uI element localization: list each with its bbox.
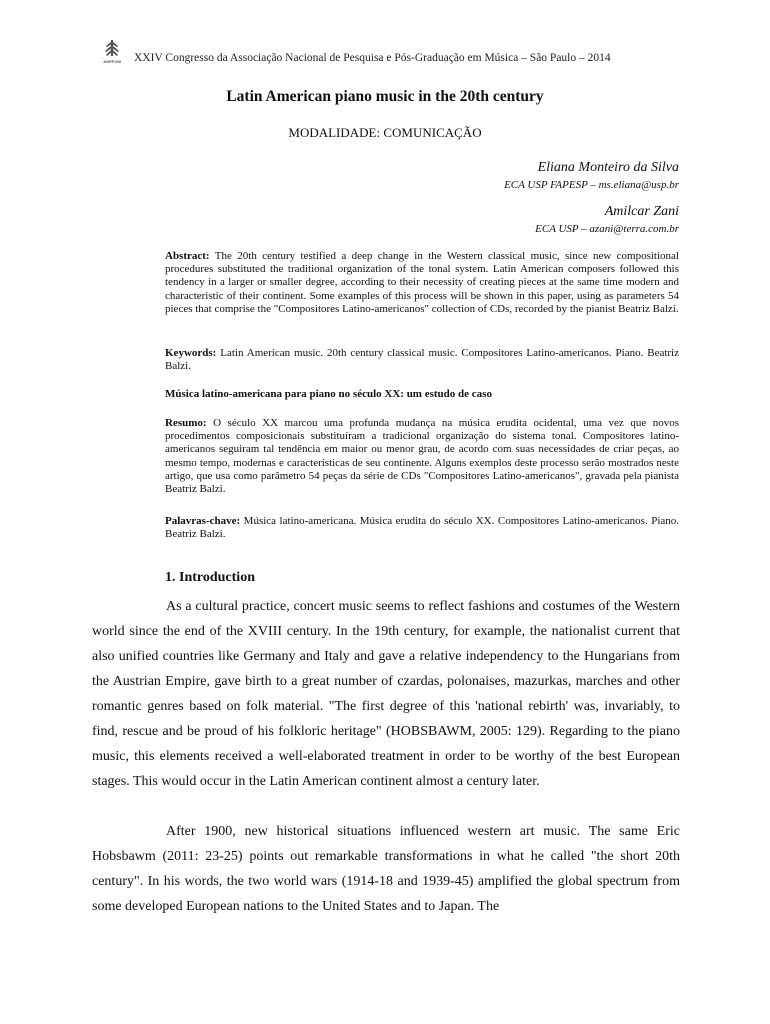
resumo-text: O século XX marcou uma profunda mudança na música erudita ocidental, uma vez que novos procedimentos composicionais substituíram a tradicional organização do sistema tonal. Compositores latino-americanos seguiram tal tendência em maior ou menor grau, de acordo com suas necessidades de criar peças, ao mesmo tempo, modernas e características de seu continente. Alguns exemplos deste processo serão mostrados neste artigo, que usa como parâmetro 54 peças da série de CDs "Compositores Latino-americanos", gravada pela pianista Beatriz Balzi. <box>165 417 680 496</box>
author-affiliation: ECA USP FAPESP – ms.eliana@usp.br <box>504 179 679 191</box>
keywords-text: Latin American music. 20th century classical music. Compositores Latino-americanos. Piano. Beatriz Balzi. <box>165 347 679 373</box>
paper-title: Latin American piano music in the 20th century <box>226 88 544 105</box>
resumo-label: Resumo: <box>165 417 207 429</box>
resumo <box>165 417 679 496</box>
keywords-label: Keywords: <box>165 347 217 359</box>
paper-modality: MODALIDADE: COMUNICAÇÃO <box>288 125 482 140</box>
palavras-chave <box>165 515 679 541</box>
author-affiliation: ECA USP – azani@terra.com.br <box>535 223 679 235</box>
conference-header <box>102 38 682 64</box>
keywords <box>165 347 679 373</box>
abstract <box>165 250 679 316</box>
palavras-chave-label: Palavras-chave: <box>165 515 241 527</box>
abstract-label: Abstract: <box>165 250 210 262</box>
author-name: Eliana Monteiro da Silva <box>537 160 679 175</box>
body-paragraph: As a cultural practice, concert music seems to reflect fashions and costumes of the Western world since the end of the XVIII century. In the 19th century, for example, the nationalist current that also unified countries like Germany and Italy and gave a relative independency to the Hungarians from the Austrian Empire, gave birth to a great number of czardas, polonaises, mazurkas, marches and other romantic genres based on folk material. "The first degree of this 'national rebirth' was, invariably, to find, rescue and be proud of his folkloric heritage" (HOBSBAWM, 2005: 129). Regarding to the piano music, this elements received a well-elaborated treatment in order to be worthy of the best European stages. This would occur in the Latin American continent almost a century later. <box>92 599 680 789</box>
portuguese-title: Música latino-americana para piano no século XX: um estudo de caso <box>165 388 492 400</box>
section-heading: 1. Introduction <box>165 570 255 585</box>
abstract-text: The 20th century testified a deep change in the Western classical music, since new compositional procedures substituted the traditional organization of the tonal system. Latin American composers followed this tendency in a larger or smaller degree, according to their necessity of creating pieces at the same time modern and characteristic of their continent. Some examples of this process will be shown in this paper, using as parameters 54 pieces that comprise the "Compositores Latino-americanos" collection of CDs, recorded by the pianist Beatriz Balzi. <box>165 250 679 315</box>
svg-text:ANPPOM: ANPPOM <box>103 59 121 64</box>
author-name: Amilcar Zani <box>604 204 679 219</box>
body-paragraph: After 1900, new historical situations influenced western art music. The same Eric Hobsbawm (2011: 23-25) points out remarkable transformations in what he called "the short 20th century". In his words, the two world wars (1914-18 and 1939-45) amplified the global spectrum from some developed European nations to the United States and to Japan. The <box>92 824 680 914</box>
conference-title: XXIV Congresso da Associação Nacional de Pesquisa e Pós-Graduação em Música – São Paulo – 2014 <box>134 52 611 64</box>
palavras-chave-text: Música latino-americana. Música erudita do século XX. Compositores Latino-americanos. Piano. Beatriz Balzi. <box>165 515 680 541</box>
anppom-logo <box>102 38 122 64</box>
